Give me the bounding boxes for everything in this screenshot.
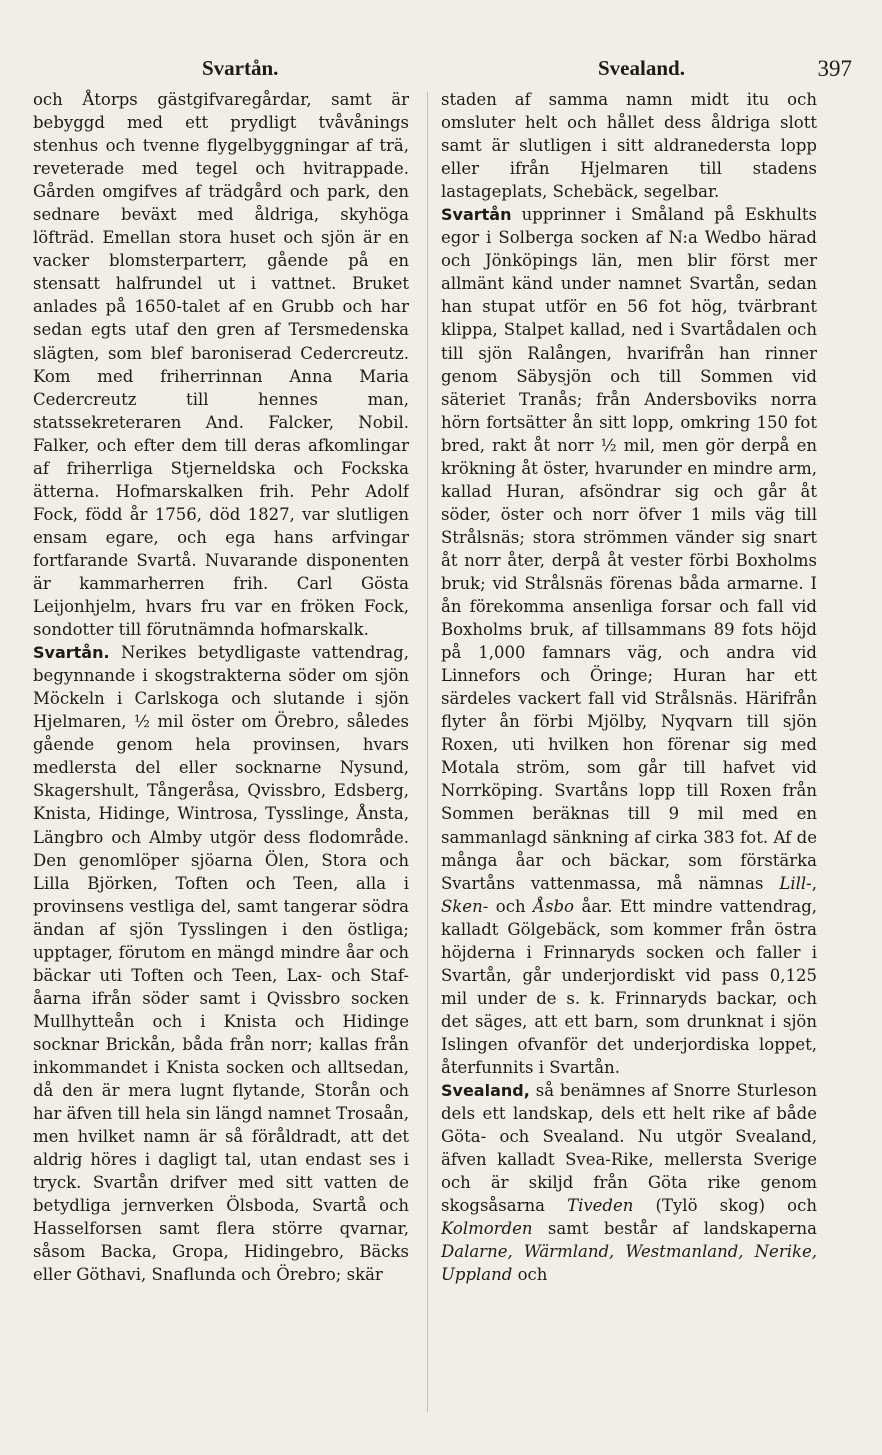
left-column <box>33 88 409 1428</box>
entry-heading: Svealand, <box>441 1081 530 1101</box>
italic-name: Sken- <box>441 896 489 916</box>
paragraph-atorp-estate: och Åtorps gästgifvaregårdar, samt är bebyggd med ett prydligt tvåvånings stenhus och tvenne flygelbyggningar af trä, reveterade med tegel och hvitrappade. Gården omgifves af trädgård och park, den sednare beväxt med åldriga, skyhöga löfträd. Emellan stora huset och sjön är en vacker blomsterparterr, gående på en stensatt halfrundel ut i vattnet. Bruket anlades på 1650-talet af en Grubb och har sedan egts utaf den gren af Tersmedenska slägten, som blef baroniserad Cedercreutz. Kom med friherrinnan Anna Maria Cedercreutz till hennes man, statssekreteraren And. Falcker, Nobil. Falker, och efter dem till deras afkomlingar af friherrliga Stjerneldska och Fockska ätterna. Hofmarskalken frih. Pehr Adolf Fock, född år 1756, död 1827, var slutligen ensam egare, och ega hans arfvingar fortfarande Svartå. Nuvarande disponenten är kammarherren frih. Carl Gösta Leijonhjelm, hvars fru var en fröken Fock, sondotter till förutnämnda hofmarskalk. <box>33 90 409 640</box>
right-running-head: Svealand. <box>598 56 685 80</box>
italic-name: Dalarne, Wärmland, Westmanland, Nerike, Uppland <box>441 1242 817 1285</box>
entry-body: och <box>488 896 534 916</box>
paragraph-svartan-nerike <box>33 641 409 1286</box>
entry-body: och <box>512 1265 548 1285</box>
entry-heading: Svartån. <box>33 643 110 663</box>
entry-body: åar. Ett mindre vattendrag, kalladt Gölgebäck, som kommer från östra höjderna i Frinnaryds socken och faller i Svartån, går underjordiskt vid pass 0,125 mil under de s. k. Frinnaryds backar, och det säges, att ett barn, som drunknat i sjön Islingen ofvanför det underjordiska loppet, återfunnits i Svartån. <box>441 896 817 1077</box>
running-header <box>28 56 854 92</box>
left-running-head: Svartån. <box>202 56 279 80</box>
italic-name: Lill- <box>779 873 812 893</box>
entry-body: så benämnes af Snorre Sturleson dels ett landskap, dels ett helt rike af både Göta- och Svealand. Nu utgör Svealand, äfven kalladt Svea-Rike, mellersta Sverige och är skiljd från Göta rike genom skogsåsarna <box>441 1081 817 1216</box>
entry-body: upprinner i Småland på Eskhults egor i Solberga socken af N:a Wedbo härad och Jönköpings län, men blir först mer allmänt känd under namnet Svartån, sedan han stupat utför en 56 fot hög, tvärbrant klippa, Stalpet kallad, ned i Svartådalen och till sjön Ralången, hvarifrån han rinner genom Säbysjön och till Sommen vid säteriet Tranås; från Andersboviks norra hörn fortsätter ån sitt lopp, omkring 150 fot bred, rakt åt norr ½ mil, men gör derpå en krökning åt öster, hvarunder en mindre arm, kallad Huran, afsöndrar sig och går åt söder, öster och norr öfver 1 mils väg till Strålsnäs; stora strömmen vänder sig snart åt norr åter, derpå åt vester förbi Boxholms bruk; vid Strålsnäs förenas båda armarne. I ån förekomma ansenliga forsar och fall vid Boxholms bruk, af tillsammans 89 fots höjd på 1,000 famnars väg, och andra vid Linnefors och Öringe; Huran har ett särdeles vackert fall vid Strålsnäs. Härifrån flyter ån förbi Mjölby, Nyqvarn till sjön Roxen, uti hvilken hon förenar sig med Motala ström, som går till hafvet vid Norrköping. Svartåns lopp till Roxen från Sommen beräknas till 9 mil med en sammanlagd sänkning af cirka 383 fot. Af de många åar och bäckar, som förstärka Svartåns vattenmassa, må nämnas <box>441 205 817 893</box>
entry-body: Nerikes betydligaste vattendrag, begynnande i skogstrakterna söder om sjön Möckeln i Carlskoga och slutande i sjön Hjelmaren, ½ mil öster om Örebro, således gående genom hela provinsen, hvars medlersta del eller socknarne Nysund, Skagershult, Tångeråsa, Qvissbro, Edsberg, Knista, Hidinge, Wintrosa, Tysslinge, Ånsta, Längbro och Almby utgör dess flodområde. Den genomlöper sjöarna Ölen, Stora och Lilla Björken, Toften och Teen, alla i provinsens vestliga del, samt tangerar södra ändan af sjön Tysslingen i den östliga; upptager, förutom en mängd mindre åar och bäckar uti Toften och Teen, Lax- och Staf-åarna ifrån söder samt i Qvissbro socken Mullhytteån och i Knista och Hidinge socknar Brickån, båda från norr; kallas från inkommandet i Knista socken och alltsedan, då den är mera lugnt flytande, Storån och har äfven till hela sin längd namnet Trosaån, men hvilket namn är så föråldradt, att det aldrig höres i dagligt tal, utan endast ses i tryck. Svartån drifver med sitt vatten de betydliga jernverken Ölsboda, Svartå och Hasselforsen samt flera större qvarnar, såsom Backa, Gropa, Hidingebro, Bäcks eller Göthavi, Snaflunda och Örebro; skär <box>33 643 409 1285</box>
italic-name: Åsbo <box>533 896 574 916</box>
page-number: 397 <box>817 56 852 81</box>
entry-heading: Svartån <box>441 205 512 225</box>
entry-body: samt består af landskaperna <box>532 1219 817 1239</box>
right-column <box>441 88 817 1428</box>
entry-body: (Tylö skog) och <box>633 1196 817 1216</box>
italic-name: Kolmorden <box>441 1219 533 1239</box>
italic-name: Tiveden <box>567 1196 634 1216</box>
paragraph-svealand <box>441 1079 817 1286</box>
column-divider <box>427 92 428 1412</box>
paragraph-continuation: staden af samma namn midt itu och omsluter helt och hållet dess åldriga slott samt är slutligen i sitt aldranedersta lopp eller ifrån Hjelmaren till stadens lastageplats, Schebäck, segelbar. <box>441 90 817 202</box>
paragraph-svartan-smaland <box>441 203 817 1079</box>
entry-body: , <box>811 873 817 893</box>
